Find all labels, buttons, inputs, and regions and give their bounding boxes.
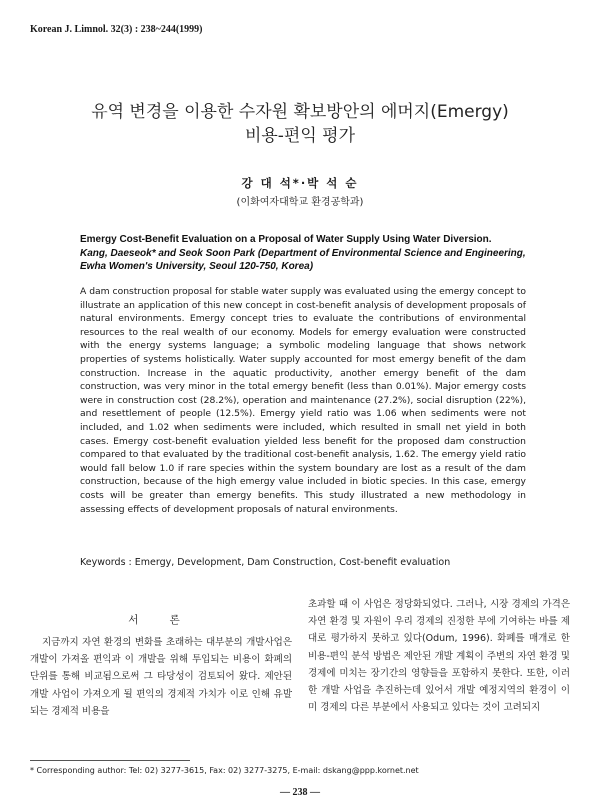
english-title-block (80, 233, 526, 274)
keywords: Keywords : Emergy, Development, Dam Construction, Cost-benefit evaluation (80, 557, 451, 568)
footnote-divider (30, 760, 190, 761)
corresponding-author-footnote: * Corresponding author: Tel: 02) 3277-3615, Fax: 02) 3277-3275, E-mail: dskang@ppp.kornet.net (30, 766, 419, 775)
english-authors-affiliation: Kang, Daeseok* and Seok Soon Park (Department of Environmental Science and Engineering, Ewha Women's University, Seoul 120-750, Korea) (80, 247, 526, 272)
title-line-1: 유역 변경을 이용한 수자원 확보방안의 에머지(Emergy) (91, 102, 509, 122)
journal-reference: Korean J. Limnol. 32(3) : 238~244(1999) (30, 24, 203, 35)
page-number: — 238 — (280, 787, 320, 798)
title-line-2: 비용-편익 평가 (244, 126, 356, 146)
authors-korean: 강 대 석*·박 석 순 (241, 176, 359, 190)
affiliation-korean: (이화여자대학교 환경공학과) (236, 197, 364, 208)
body-column-left: 지금까지 자연 환경의 변화를 초래하는 대부분의 개발사업은 개발이 가져올 편익과 이 개발을 위해 투입되는 비용이 화폐의 단위를 통해 비교됨으로써 그 타당성이 검토되어 왔다. 제안된 개발 사업이 가져오게 될 편익의 경제적 가치가 이로 인해 유발되는 경제적 비용을 (30, 637, 292, 717)
abstract: A dam construction proposal for stable water supply was evaluated using the emergy concept to illustrate an application of this new concept in cost-benefit analysis of development proposals of natural environments. Emergy concept tries to evaluate the contributions of environmental resources to the real wealth of our economy. Models for emergy evaluation were constructed with the energy systems language; a symbolic modeling language that shows network properties of systems holistically. Water supply accounted for most emergy benefit of the dam construction. Increase in the aquatic productivity, another emergy benefit of the dam construction, was very minor in the total emergy benefit (less than 0.01%). Major emergy costs were in construction cost (28.2%), operation and maintenance (27.2%), social disruption (22%), and resettlement of people (12.5%). Emergy yield ratio was 1.06 when sediments were not included, and 1.02 when sediments were included, which resulted in small net yield in both cases. Emergy cost-benefit evaluation yielded less benefit for the proposed dam construction compared to that evaluated by the traditional cost-benefit analysis, 1.62. The emergy yield ratio would fall below 1.0 if rare species within the system boundary are lost as a result of the dam construction, because of the high emergy value included in biotic species. In this case, emergy costs will be greater than emergy benefits. This study illustrated a new methodology in assessing effects of development proposals of natural environments. (80, 286, 526, 515)
body-column-right: 초과할 때 이 사업은 정당화되었다. 그러나, 시장 경제의 가격은 자연 환경 및 자원이 우리 경제의 진정한 부에 기여하는 바를 제대로 평가하지 못하고 있다(Odum, 1996). 화폐를 매개로 한 비용-편익 분석 방법은 제안된 개발 계획이 주변의 자연 환경 및 경제에 미치는 장기간의 영향들을 포함하지 못한다. 또한, 이러한 개발 사업을 추진하는데 있어서 개발 예정지역의 환경이 이미 경제의 다른 부분에서 사용되고 있다는 것이 고려되지 (308, 599, 570, 714)
section-heading-introduction: 서 론 (128, 614, 194, 626)
paper-title-korean (0, 100, 600, 148)
english-title: Emergy Cost-Benefit Evaluation on a Proposal of Water Supply Using Water Diversion. (80, 234, 492, 245)
